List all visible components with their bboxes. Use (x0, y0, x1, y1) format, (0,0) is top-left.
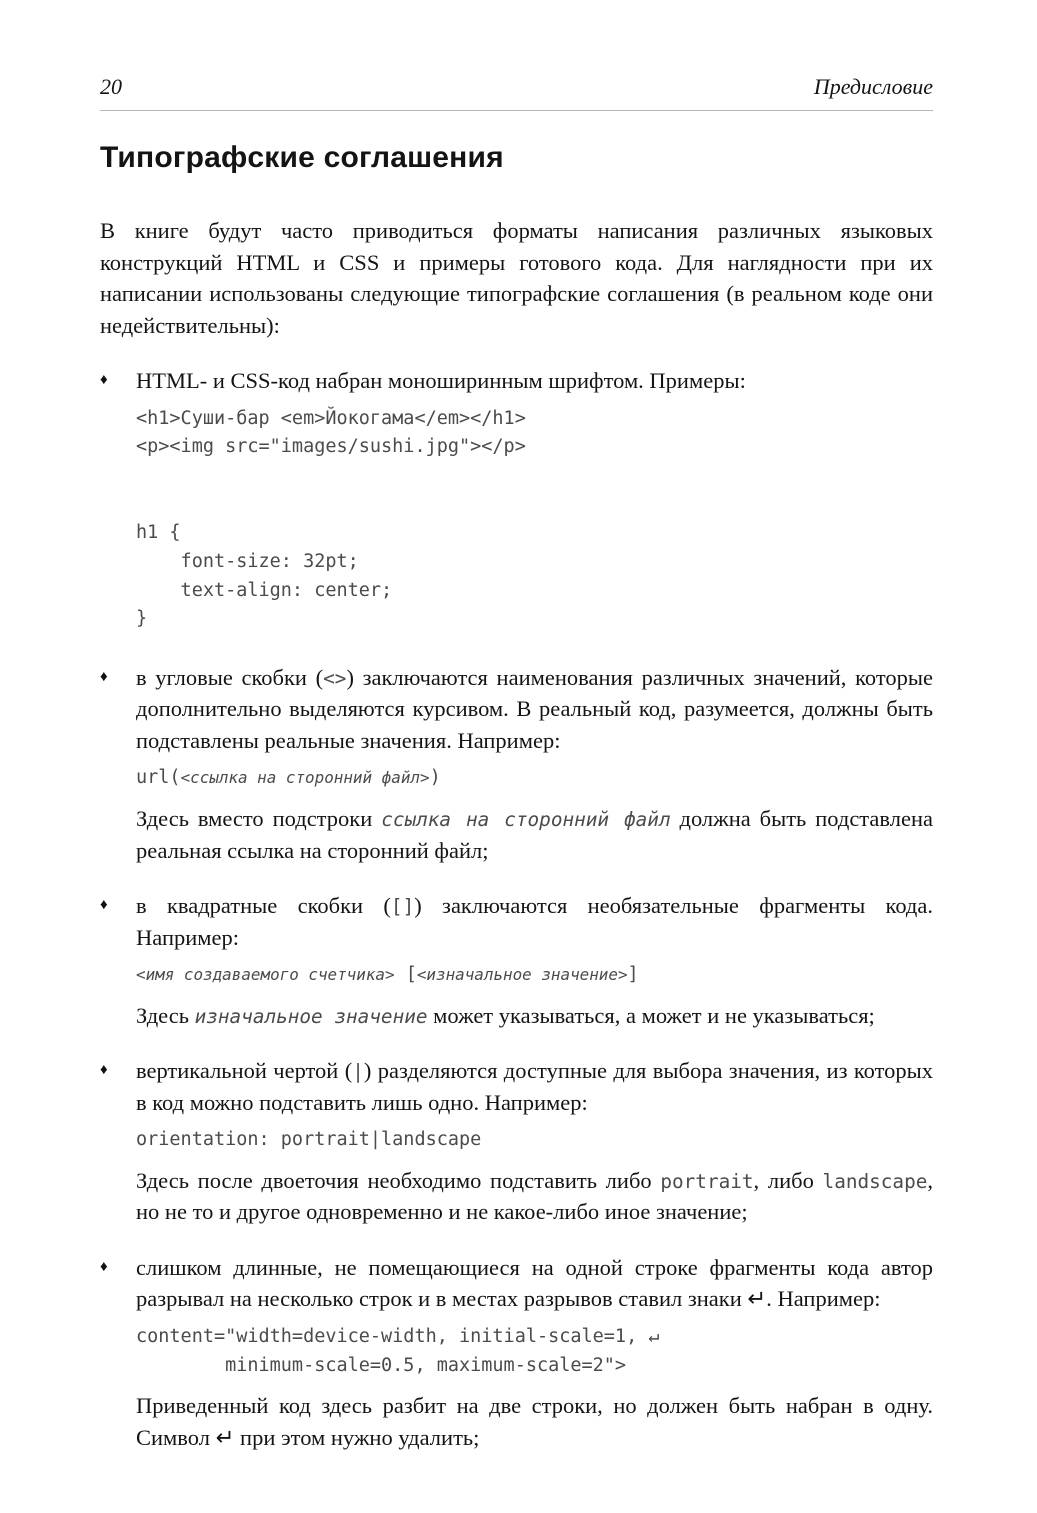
bullet-body (136, 890, 933, 1031)
running-title: Предисловие (813, 74, 933, 99)
intro-paragraph: В книге будут часто приводиться форматы написания различных языковых конструкций HTML и CSS и примеры готового кода. Для наглядности при их написании использованы следующие типографские соглашения (в реальном коде они недействительны): (100, 218, 933, 338)
code-block-url-example: url(<ссылка на сторонний файл>) (136, 767, 441, 789)
code-block-viewport-example: content="width=device-width, initial-scale=1, ↵ minimum-scale=0.5, maximum-scale=2"> (136, 1325, 660, 1376)
section-heading: Типографские соглашения (100, 141, 504, 174)
bullet-body (136, 1252, 933, 1453)
bullet-marker: ♦ (100, 897, 108, 914)
bullet-lead: вертикальной чертой (|) разделяются доступные для выбора значения, из которых в код можно подставить лишь одно. Например: (136, 1058, 933, 1115)
bullet-item-vertical-bar (100, 1055, 933, 1228)
bullet-marker: ♦ (100, 1258, 108, 1275)
bullet-explanation: Здесь после двоеточия необходимо подставить либо portrait, либо landscape, но не то и другое одновременно и не какое-либо иное значение; (136, 1167, 933, 1225)
bullet-lead: в квадратные скобки ([]) заключаются необязательные фрагменты кода. Например: (136, 893, 933, 950)
code-block-html-css-example: <h1>Суши-бар <em>Йокогама</em></h1> <p><img src="images/sushi.jpg"></p> h1 { font-size: 32pt; text-align: center; } (136, 407, 526, 630)
bullet-explanation: Здесь вместо подстроки ссылка на сторонний файл должна быть подставлена реальная ссылка на сторонний файл; (136, 806, 933, 863)
page-number: 20 (100, 74, 122, 99)
running-header (100, 74, 933, 111)
bullet-lead: в угловые скобки (<>) заключаются наименования различных значений, которые дополнительно выделяются курсивом. В реальный код, разумеется, должны быть подставлены реальные значения. Например: (136, 664, 933, 753)
bullet-item-line-break (100, 1252, 933, 1453)
bullet-explanation: Здесь изначальное значение может указываться, а может и не указываться; (136, 1002, 875, 1028)
code-block-orientation-example: orientation: portrait|landscape (136, 1129, 482, 1151)
bullet-marker: ♦ (100, 1062, 108, 1079)
bullet-marker: ♦ (100, 372, 108, 388)
bullet-item-monospace-code (100, 365, 933, 638)
bullet-item-angle-brackets (100, 662, 933, 866)
bullet-item-square-brackets (100, 890, 933, 1031)
bullet-body (136, 662, 933, 866)
code-block-counter-example: <имя создаваемого счетчика> [<изначальное значение>] (136, 964, 639, 986)
bullet-marker: ♦ (100, 668, 108, 685)
bullet-explanation: Приведенный код здесь разбит на две строки, но должен быть набран в одну. Символ ↵ при этом нужно удалить; (136, 1393, 933, 1450)
bullet-lead: HTML- и CSS-код набран моноширинным шрифтом. Примеры: (136, 368, 746, 393)
bullet-body (136, 365, 933, 638)
bullet-lead: слишком длинные, не помещающиеся на одной строке фрагменты кода автор разрывал на несколько строк и в местах разрывов ставил знаки ↵. Например: (136, 1254, 933, 1312)
bullet-body (136, 1055, 933, 1228)
